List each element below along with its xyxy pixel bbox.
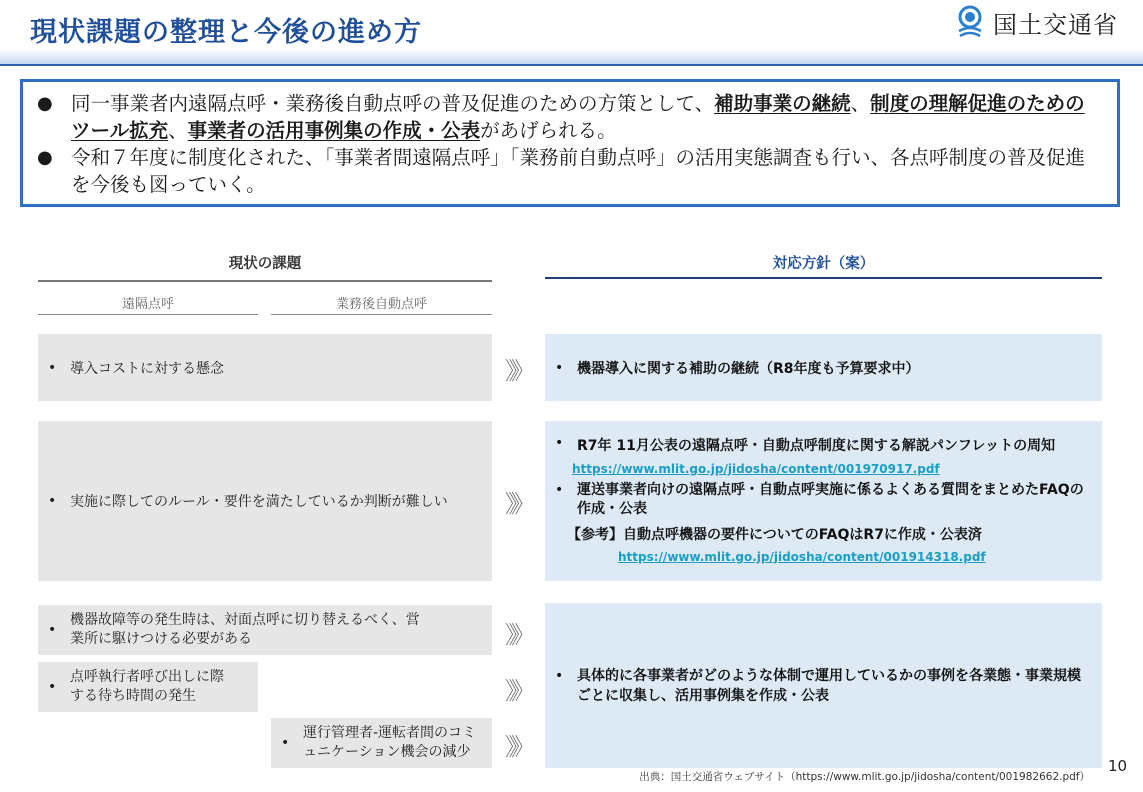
issue-text: 機器故障等の発生時は、対面点呼に切り替えるべく、営業所に駆けつける必要がある	[70, 612, 420, 647]
issue-box-requirements	[38, 421, 492, 581]
page-number: 10	[1108, 757, 1128, 775]
arrow-icon: 》》	[505, 357, 529, 385]
issue-box-waiting-time	[38, 662, 258, 712]
issue-box-cost	[38, 334, 492, 401]
policy-text: 機器導入に関する補助の継続（R8年度も予算要求中）	[577, 360, 920, 377]
faq-link[interactable]: https://www.mlit.go.jp/jidosha/content/001914318.pdf	[618, 550, 986, 564]
subheader-divider	[38, 314, 258, 315]
bullet-icon: •	[48, 359, 57, 376]
issue-box-communication	[271, 718, 492, 768]
summary-text-1	[71, 90, 1103, 144]
issue-text: 運行管理者-運転者間のコミュニケーション機会の減少	[303, 725, 477, 760]
issue-text: 実施に際してのルール・要件を満たしているか判断が難しい	[70, 494, 448, 510]
policy-box-subsidy	[545, 334, 1102, 401]
bullet-icon: •	[555, 359, 564, 376]
mlit-logo	[955, 4, 1140, 40]
link-row	[555, 549, 1090, 565]
summary-item-1	[37, 90, 1103, 144]
bullet-icon: •	[555, 482, 564, 498]
summary-emphasis-tools: 制度の理解促進のためのツール拡充	[71, 92, 1085, 142]
policy-text: 具体的に各事業者がどのような体制で運用しているかの事例を各業態・事業規模ごとに収集し、活用事例集を作成・公表	[577, 667, 1081, 704]
mlit-logo-icon	[955, 5, 985, 39]
arrow-icon: 》》	[505, 621, 529, 649]
bullet-icon: •	[48, 493, 57, 509]
issue-text: 導入コストに対する懸念	[70, 360, 224, 377]
bullet-icon: ●	[37, 147, 53, 168]
bullet-icon: •	[48, 678, 57, 695]
bullet-icon: •	[48, 621, 57, 638]
logo-text: 国土交通省	[993, 10, 1118, 39]
arrow-icon: 》》	[505, 490, 529, 518]
policy-item-pamphlet	[555, 435, 1090, 455]
policy-item-faq	[555, 481, 1090, 519]
summary-emphasis-subsidy: 補助事業の継続	[714, 92, 851, 115]
page-title: 現状課題の整理と今後の進め方	[30, 17, 422, 48]
header-divider	[545, 277, 1102, 279]
summary-tail: があげられる。	[480, 119, 617, 142]
summary-text-2: 令和７年度に制度化された、「事業者間遠隔点呼」「業務前自動点呼」の活用実態調査も行い、各点呼制度の普及促進を今後も図っていく。	[71, 146, 1086, 196]
arrow-icon: 》》	[505, 733, 529, 761]
bullet-icon: •	[555, 667, 564, 684]
bullet-icon: ●	[37, 93, 53, 114]
separator: 、	[850, 92, 871, 115]
source-citation: 出典：国土交通省ウェブサイト（https://www.mlit.go.jp/jidosha/content/001982662.pdf）	[639, 771, 1090, 783]
reference-note: 【参考】自動点呼機器の要件についてのFAQはR7に作成・公表済	[567, 527, 982, 543]
current-issues-header: 現状の課題	[228, 256, 302, 272]
summary-lead: 同一事業者内遠隔点呼・業務後自動点呼の普及促進のための方策として、	[71, 92, 715, 115]
policy-box-guidance	[545, 421, 1102, 581]
separator: 、	[168, 119, 188, 142]
issue-box-equipment-failure	[38, 605, 492, 655]
link-row	[555, 461, 1090, 477]
summary-emphasis-casebook: 事業者の活用事例集の作成・公表	[187, 119, 481, 142]
summary-box	[20, 79, 1120, 207]
bullet-icon: •	[281, 734, 290, 751]
policy-item-casebook	[555, 666, 1090, 706]
arrow-icon: 》》	[505, 677, 529, 705]
subheader-divider	[271, 314, 492, 315]
title-underline	[0, 64, 1143, 66]
issue-text: 点呼執行者呼び出しに際する待ち時間の発生	[70, 669, 224, 704]
pamphlet-link[interactable]: https://www.mlit.go.jp/jidosha/content/001970917.pdf	[572, 462, 940, 476]
policy-text: 運送事業者向けの遠隔点呼・自動点呼実施に係るよくある質問をまとめたFAQの作成・公表	[577, 482, 1084, 517]
bullet-icon: •	[555, 435, 564, 451]
summary-item-2	[37, 144, 1103, 198]
policy-box-casebook	[545, 603, 1102, 768]
subheader-auto-rollcall: 業務後自動点呼	[335, 297, 427, 312]
header-divider	[38, 280, 492, 282]
policy-text: R7年 11月公表の遠隔点呼・自動点呼制度に関する解説パンフレットの周知	[577, 438, 1056, 454]
policy-header: 対応方針（案）	[772, 256, 875, 272]
subheader-remote-rollcall: 遠隔点呼	[121, 297, 174, 312]
